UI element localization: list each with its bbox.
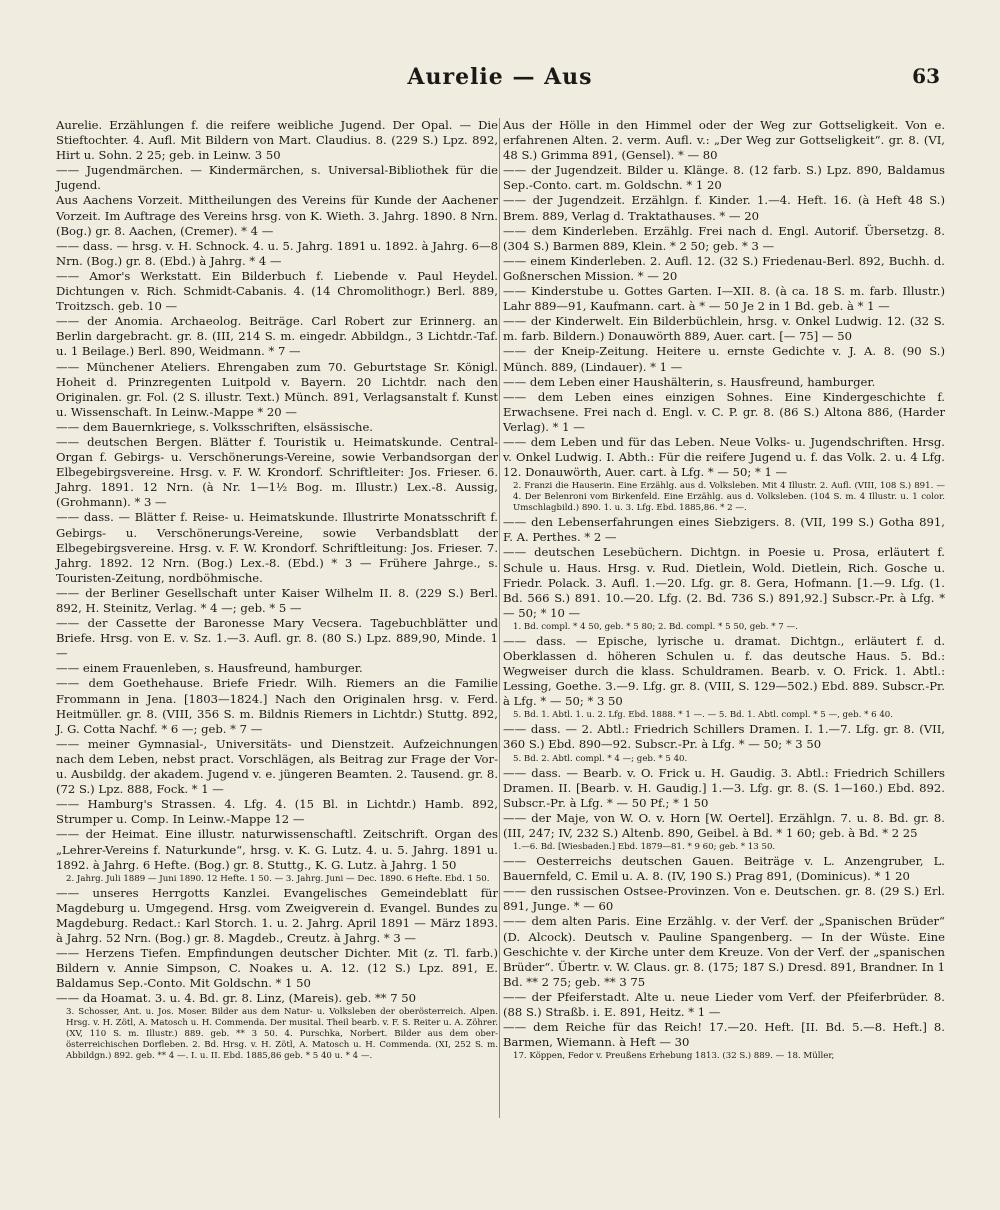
bibliography-entry: —— Jugendmärchen. — Kindermärchen, s. Universal-Bibliothek für die Jugend. [56,163,498,193]
bibliography-entry: —— dem Reiche für das Reich! 17.—20. Heft. [II. Bd. 5.—8. Heft.] 8. Barmen, Wiemann. à Heft — 30 [503,1020,945,1050]
bibliography-note: 2. Franzi die Hauserin. Eine Erzählg. aus d. Volksleben. Mit 4 Illustr. 2. Aufl. (VIII, 108 S.) 891. — 4. Der Belenroni vom Birkenfeld. Eine Erzählg. aus d. Volksleben. (104 S. m. 4 Illustr. u. 1 color. Umschlagbild.) 890. 1. u. 3. Lfg. Ebd. 1885,86. * 2 —. [513,481,945,514]
bibliography-entry: —— dem Goethehause. Briefe Friedr. Wilh. Riemers an die Familie Frommann in Jena. [1803—1824.] Nach den Originalen hrsg. v. Ferd. Heitmüller. gr. 8. (VIII, 356 S. m. Bildnis Riemers in Lichtdr.) Stuttg. 892, J. G. Cotta Nachf. * 6 —; geb. * 7 — [56,676,498,736]
bibliography-entry: —— dass. — Bearb. v. O. Frick u. H. Gaudig. 3. Abtl.: Friedrich Schillers Dramen. II. [Bearb. v. H. Gaudig.] 1.—3. Lfg. gr. 8. (S. 1—160.) Ebd. 892. Subscr.-Pr. à Lfg. * — 50 Pf.; * 1 50 [503,765,945,810]
bibliography-entry: —— der Kneip-Zeitung. Heitere u. ernste Gedichte v. J. A. 8. (90 S.) Münch. 889, (Lindauer). * 1 — [503,344,945,374]
bibliography-entry: —— der Pfeiferstadt. Alte u. neue Lieder vom Verf. der Pfeiferbrüder. 8. (88 S.) Straßb. i. E. 891, Heitz. * 1 — [503,989,945,1019]
bibliography-entry: Aus der Hölle in den Himmel oder der Weg zur Gottseligkeit. Von e. erfahrenen Alten. 2. verm. Aufl. v.: „Der Weg zur Gottseligkeit“. gr. 8. (VI, 48 S.) Grimma 891, (Gensel). * — 80 [503,118,945,163]
column-divider [499,118,500,1118]
bibliography-entry: —— deutschen Bergen. Blätter f. Touristik u. Heimatskunde. Central-Organ f. Gebirgs- u. Verschönerungs-Vereine, sowie Verbandsorgan der Elbegebirgsvereine. Hrsg. v. F. W. Krondorf. Schriftleiter: Jos. Frieser. 6. Jahrg. 1891. 12 Nrn. (à Nr. 1—1½ Bog. m. Illustr.) Lex.-8. Aussig, (Grohmann). * 3 — [56,434,498,510]
bibliography-entry: —— dass. — hrsg. v. H. Schnock. 4. u. 5. Jahrg. 1891 u. 1892. à Jahrg. 6—8 Nrn. (Bog.) gr. 8. (Ebd.) à Jahrg. * 4 — [56,238,498,268]
bibliography-entry: —— Herzens Tiefen. Empfindungen deutscher Dichter. Mit (z. Tl. farb.) Bildern v. Annie Simpson, C. Noakes u. A. 12. (12 S.) Lpz. 891, E. Baldamus Sep.-Conto. Mit Goldschn. * 1 50 [56,946,498,991]
bibliography-entry: —— einem Kinderleben. 2. Aufl. 12. (32 S.) Friedenau-Berl. 892, Buchh. d. Goßnerschen Mission. * — 20 [503,253,945,283]
bibliography-note: 5. Bd. 2. Abtl. compl. * 4 —; geb. * 5 40. [513,753,688,764]
bibliography-entry: —— der Jugendzeit. Erzählgn. f. Kinder. 1.—4. Heft. 16. (à Heft 48 S.) Brem. 889, Verlag d. Traktathauses. * — 20 [503,193,945,223]
running-title: Aurelie — Aus [407,64,593,90]
bibliography-entry: —— dem Leben einer Haushälterin, s. Hausfreund, hamburger. [503,374,876,389]
right-column [503,118,945,1063]
bibliography-note: 1.—6. Bd. [Wiesbaden.] Ebd. 1879—81. * 9 60; geb. * 13 50. [513,842,776,853]
bibliography-entry: —— den Lebenserfahrungen eines Siebzigers. 8. (VII, 199 S.) Gotha 891, F. A. Perthes. * 2 — [503,515,945,545]
bibliography-entry: —— dem Leben und für das Leben. Neue Volks- u. Jugendschriften. Hrsg. v. Onkel Ludwig. I. Abth.: Für die reifere Jugend u. f. das Volk. 2. u. 4 Lfg. 12. Donauwörth, Auer. cart. à Lfg. * — 50; * 1 — [503,434,945,480]
bibliography-entry: —— Amor's Werkstatt. Ein Bilderbuch f. Liebende v. Paul Heydel. Dichtungen v. Rich. Schmidt-Cabanis. 4. (14 Chromolithogr.) Berl. 889, Troitzsch. geb. 10 — [56,268,498,314]
bibliography-entry: —— Hamburg's Strassen. 4. Lfg. 4. (15 Bl. in Lichtdr.) Hamb. 892, Strumper u. Comp. In Leinw.-Mappe 12 — [56,797,498,827]
bibliography-entry: —— dem alten Paris. Eine Erzählg. v. der Verf. der „Spanischen Brüder“ (D. Alcock). Deutsch v. Pauline Spangenberg. — In der Wüste. Eine Geschichte v. der Kirche unter dem Kreuze. Von der Verf. der „spanischen Brüder“. Übertr. v. W. Claus. gr. 8. (175; 187 S.) Dresd. 891, Brandner. In 1 Bd. ** 2 75; geb. ** 3 75 [503,914,945,989]
page-header [60,64,940,94]
bibliography-entry: —— dem Kinderleben. Erzählg. Frei nach d. Engl. Autorif. Übersetzg. 8. (304 S.) Barmen 889, Klein. * 2 50; geb. * 3 — [503,223,945,253]
bibliography-entry: —— dem Leben eines einzigen Sohnes. Eine Kindergeschichte f. Erwachsene. Frei nach d. Engl. v. C. P. gr. 8. (86 S.) Altona 886, (Harder Verlag). * 1 — [503,389,945,434]
bibliography-note: 1. Bd. compl. * 4 50, geb. * 5 80; 2. Bd. compl. * 5 50, geb. * 7 —. [513,621,798,632]
bibliography-entry: —— dass. — Epische, lyrische u. dramat. Dichtgn., erläutert f. d. Oberklassen d. höheren Schulen u. f. das deutsche Haus. 5. Bd.: Wegweiser durch die klass. Schuldramen. Bearb. v. O. Frick. 1. Abtl.: Lessing, Goethe. 3.—9. Lfg. gr. 8. (VIII, S. 129—502.) Ebd. 889. Subscr.-Pr. à Lfg. * — 50; * 3 50 [503,633,945,709]
bibliography-entry: —— unseres Herrgotts Kanzlei. Evangelisches Gemeindeblatt für Magdeburg u. Umgegend. Hrsg. vom Zweigverein d. Evangel. Bundes zu Magdeburg. Redact.: Karl Storch. 1. u. 2. Jahrg. April 1891 — März 1893. à Jahrg. 52 Nrn. (Bog.) gr. 8. Magdeb., Creutz. à Jahrg. * 3 — [56,885,498,945]
bibliography-note: 5. Bd. 1. Abtl. 1. u. 2. Lfg. Ebd. 1888. * 1 —. — 5. Bd. 1. Abtl. compl. * 5 —, geb. * 6 40. [513,710,894,721]
bibliography-entry: —— einem Frauenleben, s. Hausfreund, hamburger. [56,661,363,676]
bibliography-entry: —— deutschen Lesebüchern. Dichtgn. in Poesie u. Prosa, erläutert f. Schule u. Haus. Hrsg. v. Rud. Dietlein, Wold. Dietlein, Rich. Gosche u. Friedr. Polack. 3. Aufl. 1.—20. Lfg. gr. 8. Gera, Hofmann. [1.—9. Lfg. (1. Bd. 566 S.) 891. 10.—20. Lfg. (2. Bd. 736 S.) 891,92.] Subscr.-Pr. à Lfg. * — 50; * 10 — [503,545,945,620]
left-column [56,118,498,1063]
bibliography-entry: —— der Jugendzeit. Bilder u. Klänge. 8. (12 farb. S.) Lpz. 890, Baldamus Sep.-Conto. cart. m. Goldschn. * 1 20 [503,163,945,193]
bibliography-entry: —— meiner Gymnasial-, Universitäts- und Dienstzeit. Aufzeichnungen nach dem Leben, nebst pract. Vorschlägen, als Beitrag zur Frage der Vor- u. Ausbildg. der akadem. Jugend v. e. jüngeren Beamten. 2. Tausend. gr. 8. (72 S.) Lpz. 888, Fock. * 1 — [56,736,498,797]
bibliography-entry: —— Kinderstube u. Gottes Garten. I—XII. 8. (à ca. 18 S. m. farb. Illustr.) Lahr 889—91, Kaufmann. cart. à * — 50 Je 2 in 1 Bd. geb. à * 1 — [503,284,945,314]
bibliography-note: 17. Köppen, Fedor v. Preußens Erhebung 1813. (32 S.) 889. — 18. Müller, [513,1051,835,1062]
bibliography-note: 3. Schosser, Ant. u. Jos. Moser. Bilder aus dem Natur- u. Volksleben der oberösterreich. Alpen. Hrsg. v. H. Zötl, A. Matosch u. H. Commenda. Der musital. Theil bearb. v. F. S. Reiter u. A. Zöhrer. (XV, 110 S. m. Illustr.) 889. geb. ** 3 50. 4. Purschka, Norbert. Bilder aus dem ober-österreichischen Dorfleben. 2. Bd. Hrsg. v. H. Zötl, A. Matosch u. H. Commenda. (XI, 252 S. m. Abbildgn.) 892. geb. ** 4 —. I. u. II. Ebd. 1885,86 geb. * 5 40 u. * 4 —. [66,1007,498,1062]
bibliography-entry: —— dem Bauernkriege, s. Volksschriften, elsässische. [56,419,373,434]
bibliography-entry: —— der Heimat. Eine illustr. naturwissenschaftl. Zeitschrift. Organ des „Lehrer-Vereins f. Naturkunde“, hrsg. v. K. G. Lutz. 4. u. 5. Jahrg. 1891 u. 1892. à Jahrg. 6 Hefte. (Bog.) gr. 8. Stuttg., K. G. Lutz. à Jahrg. 1 50 [56,827,498,872]
bibliography-entry: —— Münchener Ateliers. Ehrengaben zum 70. Geburtstage Sr. Königl. Hoheit d. Prinzregenten Luitpold v. Bayern. 20 Lichtdr. nach den Originalen. gr. Fol. (2 S. illustr. Text.) Münch. 891, Verlagsanstalt f. Kunst u. Wissenschaft. In Leinw.-Mappe * 20 — [56,359,498,419]
bibliography-entry: —— dass. — Blätter f. Reise- u. Heimatskunde. Illustrirte Monatsschrift f. Gebirgs- u. Verschönerungs-Vereine, sowie Verbandsblatt der Elbegebirgsvereine. Hrsg. v. F. W. Krondorf. Schriftleitung: Jos. Frieser. 7. Jahrg. 1892. 12 Nrn. (Bog.) Lex.-8. (Ebd.) * 3 — Frühere Jahrge., s. Touristen-Zeitung, nordböhmische. [56,510,498,585]
bibliography-entry: —— der Maje, von W. O. v. Horn [W. Oertel]. Erzählgn. 7. u. 8. Bd. gr. 8. (III, 247; IV, 232 S.) Altenb. 890, Geibel. à Bd. * 1 60; geb. à Bd. * 2 25 [503,810,945,840]
bibliography-entry: Aus Aachens Vorzeit. Mittheilungen des Vereins für Kunde der Aachener Vorzeit. Im Auftrage des Vereins hrsg. von K. Wieth. 3. Jahrg. 1890. 8 Nrn. (Bog.) gr. 8. Aachen, (Cremer). * 4 — [56,193,498,238]
bibliography-entry: —— Oesterreichs deutschen Gauen. Beiträge v. L. Anzengruber, L. Bauernfeld, C. Emil u. A. 8. (IV, 190 S.) Prag 891, (Dominicus). * 1 20 [503,854,945,884]
bibliography-entry: —— den russischen Ostsee-Provinzen. Von e. Deutschen. gr. 8. (29 S.) Erl. 891, Junge. * — 60 [503,884,945,914]
bibliography-entry: —— da Hoamat. 3. u. 4. Bd. gr. 8. Linz, (Mareis). geb. ** 7 50 [56,991,417,1006]
bibliography-entry: Aurelie. Erzählungen f. die reifere weibliche Jugend. Der Opal. — Die Stieftochter. 4. Aufl. Mit Bildern von Mart. Claudius. 8. (229 S.) Lpz. 892, Hirt u. Sohn. 2 25; geb. in Leinw. 3 50 [56,118,498,163]
bibliography-entry: —— der Kinderwelt. Ein Bilderbüchlein, hrsg. v. Onkel Ludwig. 12. (32 S. m. farb. Bildern.) Donauwörth 889, Auer. cart. [— 75] — 50 [503,314,945,344]
bibliography-entry: —— der Berliner Gesellschaft unter Kaiser Wilhelm II. 8. (229 S.) Berl. 892, H. Steinitz, Verlag. * 4 —; geb. * 5 — [56,585,498,615]
bibliography-entry: —— dass. — 2. Abtl.: Friedrich Schillers Dramen. I. 1.—7. Lfg. gr. 8. (VII, 360 S.) Ebd. 890—92. Subscr.-Pr. à Lfg. * — 50; * 3 50 [503,722,945,752]
bibliography-entry: —— der Cassette der Baronesse Mary Vecsera. Tagebuchblätter und Briefe. Hrsg. von E. v. Sz. 1.—3. Aufl. gr. 8. (80 S.) Lpz. 889,90, Minde. 1 — [56,616,498,661]
page-number: 63 [912,64,940,88]
bibliography-note: 2. Jahrg. Juli 1889 — Juni 1890. 12 Hefte. 1 50. — 3. Jahrg. Juni — Dec. 1890. 6 Hefte. Ebd. 1 50. [66,873,490,884]
bibliography-entry: —— der Anomia. Archaeolog. Beiträge. Carl Robert zur Erinnerg. an Berlin dargebracht. gr. 8. (III, 214 S. m. eingedr. Abbildgn., 3 Lichtdr.-Taf. u. 1 Beilage.) Berl. 890, Weidmann. * 7 — [56,314,498,359]
